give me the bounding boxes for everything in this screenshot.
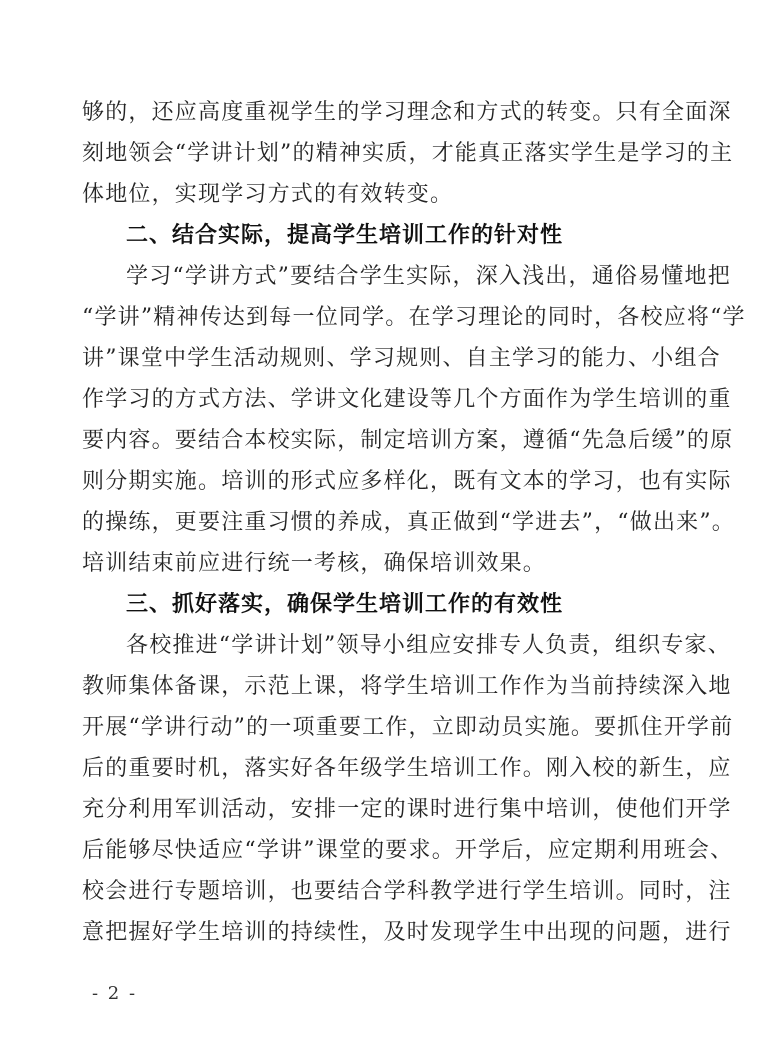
paragraph-3-line-4: 后的重要时机，落实好各年级学生培训工作。刚入校的新生，应: [82, 756, 732, 781]
paragraph-3-line-5: 充分利用军训活动，安排一定的课时进行集中培训，使他们开学: [82, 797, 732, 822]
page-number: - 2 -: [92, 983, 138, 1004]
paragraph-1-line-2: 刻地领会“学讲计划”的精神实质，才能真正落实学生是学习的主: [82, 141, 734, 166]
paragraph-2-line-6: 则分期实施。培训的形式应多样化，既有文本的学习，也有实际: [82, 469, 732, 494]
paragraph-2-line-4: 作学习的方式方法、学讲文化建设等几个方面作为学生培训的重: [82, 387, 732, 412]
section-heading-3: 三、抓好落实，确保学生培训工作的有效性: [126, 592, 564, 617]
paragraph-2-line-7: 的操练，更要注重习惯的养成，真正做到“学进去”，“做出来”。: [82, 510, 735, 535]
paragraph-2-line-8: 培训结束前应进行统一考核，确保培训效果。: [82, 551, 547, 576]
paragraph-2-line-1: 学习“学讲方式”要结合学生实际，深入浅出，通俗易懂地把: [126, 264, 731, 289]
document-body: [82, 92, 746, 953]
paragraph-3-line-7: 校会进行专题培训，也要结合学科教学进行学生培训。同时，注: [82, 879, 732, 904]
paragraph-3-line-1: 各校推进“学讲计划”领导小组应安排专人负责，组织专家、: [126, 633, 731, 658]
paragraph-1-line-1: 够的，还应高度重视学生的学习理念和方式的转变。只有全面深: [82, 100, 732, 125]
paragraph-1-line-3: 体地位，实现学习方式的有效转变。: [82, 182, 454, 207]
paragraph-2-line-2: “学讲”精神传达到每一位同学。在学习理论的同时，各校应将“学: [82, 305, 746, 330]
paragraph-2-line-5: 要内容。要结合本校实际，制定培训方案，遵循“先急后缓”的原: [82, 428, 734, 453]
paragraph-3-line-2: 教师集体备课，示范上课，将学生培训工作作为当前持续深入地: [82, 674, 732, 699]
paragraph-3-line-8: 意把握好学生培训的持续性，及时发现学生中出现的问题，进行: [82, 920, 732, 945]
paragraph-3-line-6: 后能够尽快适应“学讲”课堂的要求。开学后，应定期利用班会、: [82, 838, 734, 863]
paragraph-2-line-3: 讲”课堂中学生活动规则、学习规则、自主学习的能力、小组合: [82, 346, 721, 371]
paragraph-3-line-3: 开展“学讲行动”的一项重要工作，立即动员实施。要抓住开学前: [82, 715, 734, 740]
section-heading-2: 二、结合实际，提高学生培训工作的针对性: [126, 223, 564, 248]
